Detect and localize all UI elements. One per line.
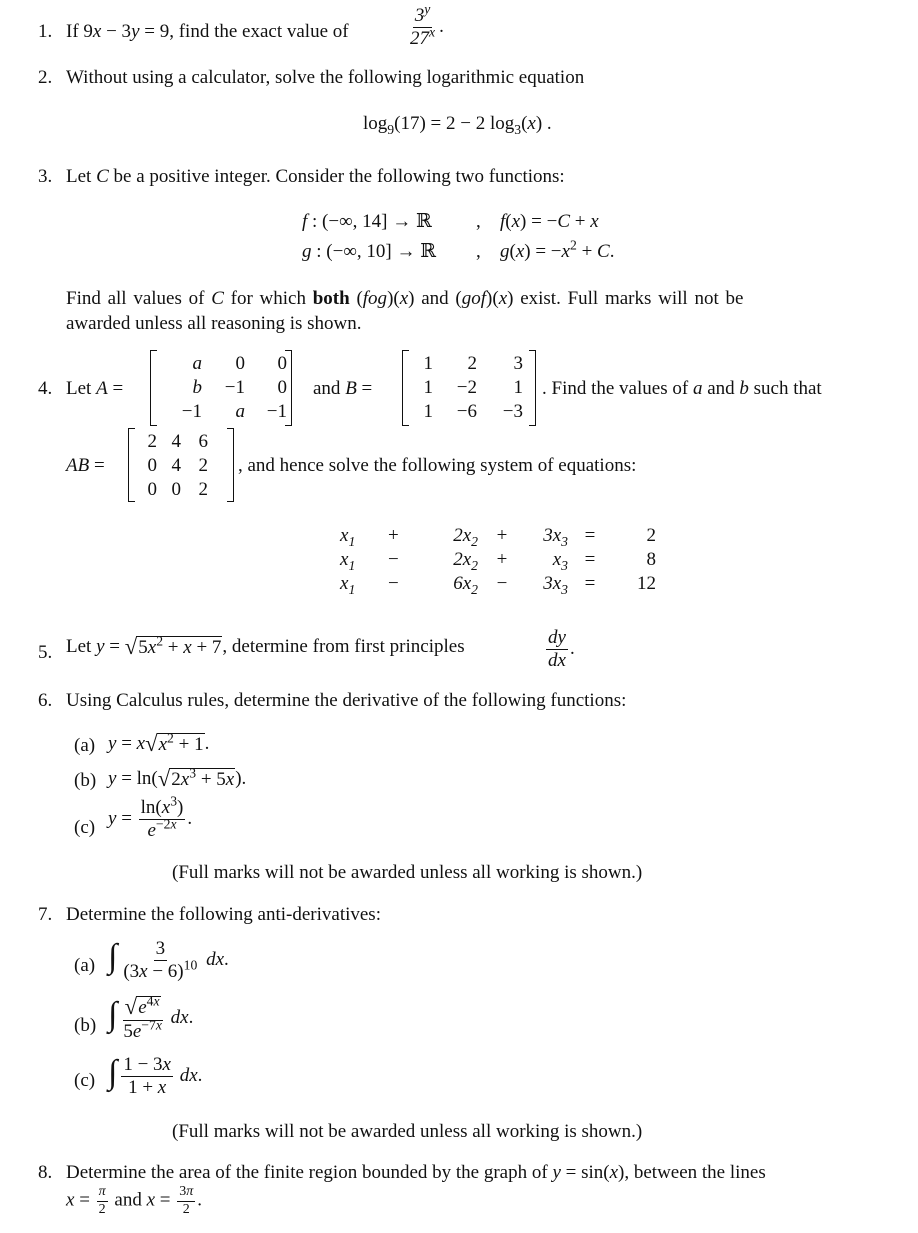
q2-text: Without using a calculator, solve the following logarithmic equation bbox=[66, 67, 585, 88]
q3-follow-line2: awarded unless all reasoning is shown. bbox=[66, 313, 362, 334]
q8-text-line1: Determine the area of the finite region bounded by the graph of y = sin(x), between the lines bbox=[66, 1162, 766, 1183]
system-row: $x_1$ − $2x_2$ + $x_3$ = 8 bbox=[340, 549, 656, 573]
system-row: $x_1$ − $6x_2$ − $3x_3$ = 12 bbox=[340, 573, 656, 597]
q1-frac-num: 3$^y$ bbox=[414, 1, 431, 26]
q7-note: (Full marks will not be awarded unless all working is shown.) bbox=[172, 1121, 643, 1142]
q7-number: 7. bbox=[38, 904, 53, 925]
q4-hence-text: , and hence solve the following system of equations: bbox=[238, 455, 637, 476]
q3-g-sep: , bbox=[476, 241, 481, 262]
q6c-label: (c) bbox=[74, 817, 96, 838]
q6a-label: (a) bbox=[74, 735, 96, 756]
q4-number: 4. bbox=[38, 378, 53, 399]
q6b-label: (b) bbox=[74, 770, 97, 791]
q7-text: Determine the following anti-derivatives: bbox=[66, 904, 381, 925]
q3-f-rule: f(x) = −C + x bbox=[500, 211, 599, 232]
q6-text: Using Calculus rules, determine the derivative of the following functions: bbox=[66, 690, 627, 711]
q7b-label: (b) bbox=[74, 1015, 97, 1036]
q3-text: Let C be a positive integer. Consider the following two functions: bbox=[66, 166, 565, 187]
q2-equation: $\log_9(17) = 2 - 2$ $\log_3(x)$ . bbox=[363, 113, 552, 137]
q4-find-text: . Find the values of a and b such that bbox=[542, 378, 822, 399]
q7b-expr: ∫ √ $e^{4x}$ $5e^{-7x}$ dx. bbox=[108, 993, 194, 1042]
q5-dy: dy bbox=[548, 627, 566, 648]
matrix-B: 1 2 3 1 −2 1 1 −6 −3 bbox=[402, 350, 536, 426]
q8-number: 8. bbox=[38, 1162, 53, 1183]
q1-frac-den: 27$^x$ bbox=[410, 24, 436, 49]
q7c-expr: ∫ $\frac{1 - 3x}{1 + x}$ dx. bbox=[108, 1054, 203, 1099]
matrix-AB: 2 4 6 0 4 2 0 0 2 bbox=[128, 428, 234, 502]
linear-system bbox=[340, 524, 656, 596]
q5-dx: dx bbox=[548, 649, 566, 671]
q6c-expr: y = $\frac{\ln(x^3)}{e^{-2x}}$ . bbox=[108, 793, 193, 841]
q3-follow-line1: Find all values of C for which both (fog)(x) and (gof)(x) exist. Full marks will not be bbox=[66, 288, 744, 309]
q1-number: 1. bbox=[38, 21, 53, 42]
q7a-label: (a) bbox=[74, 955, 96, 976]
system-row: $x_1$ + $2x_2$ + $3x_3$ = 2 bbox=[340, 525, 656, 549]
q5-text: Let y = √ $5x^2 + x + 7$ , determine from first principles bbox=[66, 633, 465, 659]
q6a-expr: y = x √ $x^2 + 1$ . bbox=[108, 730, 210, 756]
q1-text bbox=[66, 22, 349, 41]
q4-let-A: Let A = bbox=[66, 378, 124, 399]
q1-prompt: If 9x − 3y = 9, find the exact value of bbox=[66, 21, 349, 42]
q7c-label: (c) bbox=[74, 1070, 96, 1091]
q5-number: 5. bbox=[38, 642, 53, 663]
q3-bold-both: both bbox=[312, 288, 350, 309]
q7a-expr: ∫ $\frac{3}{(3x - 6)^{10}}$ dx. bbox=[108, 938, 229, 983]
q6-note: (Full marks will not be awarded unless all working is shown.) bbox=[172, 862, 643, 883]
q3-g-rule: $g(x) = -x^2 + C$. bbox=[500, 237, 615, 262]
q4-AB-label: AB = bbox=[66, 455, 105, 476]
q6-number: 6. bbox=[38, 690, 53, 711]
q1-end: . bbox=[439, 15, 444, 37]
q3-number: 3. bbox=[38, 166, 53, 187]
q8-text-line2: x = $\frac{\pi}{2}$ and x = $\frac{3\pi}{2}$ . bbox=[66, 1184, 203, 1217]
q1-fraction bbox=[406, 1, 444, 49]
q3-g-domain: g : (−∞, 10] → ℝ bbox=[302, 241, 436, 262]
q3-f-sep: , bbox=[476, 211, 481, 232]
q2-number: 2. bbox=[38, 67, 53, 88]
matrix-A: a 0 0 b −1 0 −1 a −1 bbox=[150, 350, 292, 426]
q5-dydx bbox=[544, 628, 575, 671]
q3-f-domain: f : (−∞, 14] → ℝ bbox=[302, 211, 432, 232]
q5-end: . bbox=[569, 637, 575, 659]
q4-and-B: and B = bbox=[313, 378, 373, 399]
q6b-expr: y = ln( √ $2x^3 + 5x$ ). bbox=[108, 765, 247, 791]
